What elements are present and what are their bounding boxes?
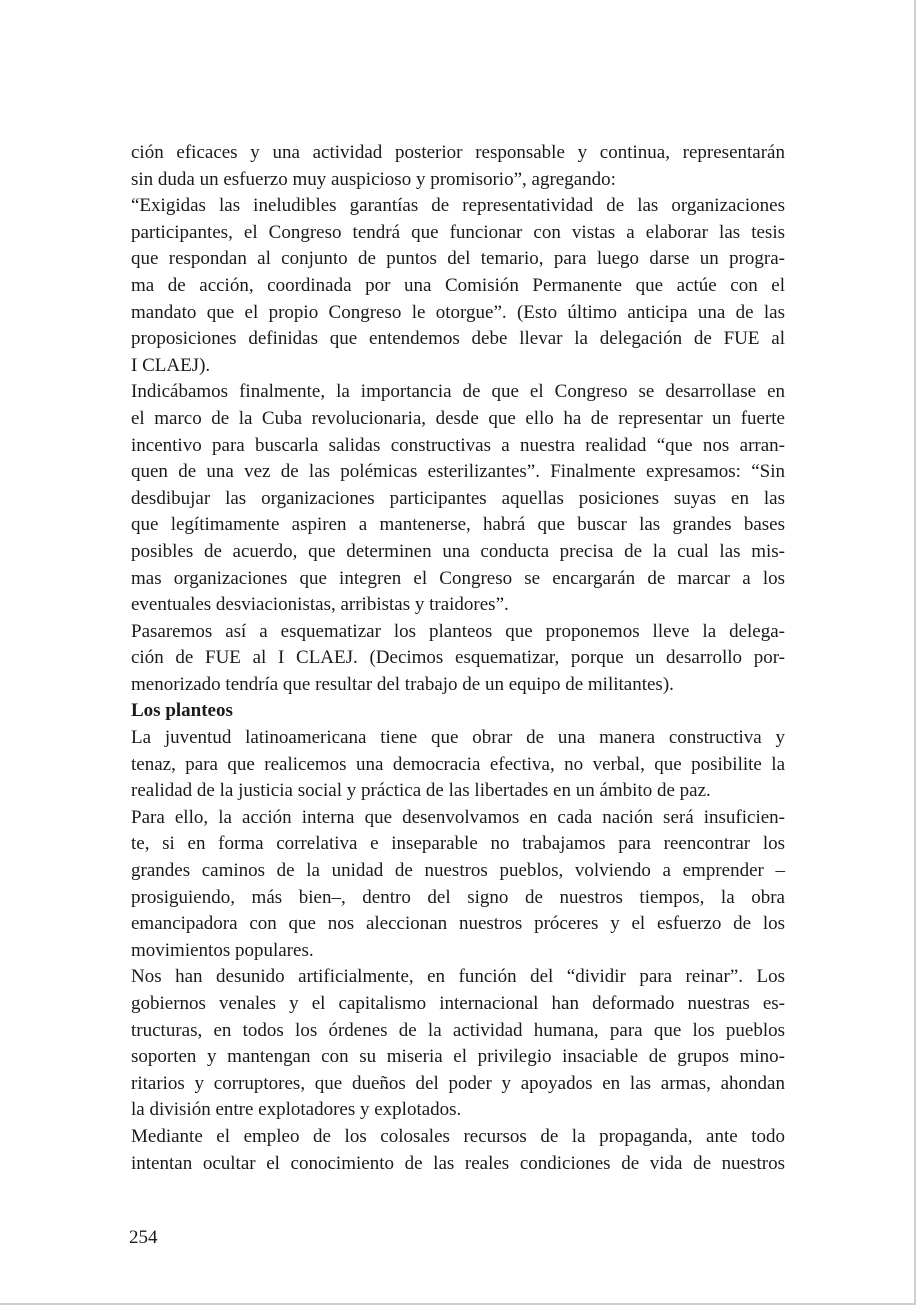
text-line: intentan ocultar el conocimiento de las reales condiciones de vida de nuestros	[131, 1152, 785, 1174]
text-line: menorizado tendría que resultar del trabajo de un equipo de militantes).	[131, 673, 674, 695]
text-line: gobiernos venales y el capitalismo internacional han deformado nuestras es-	[131, 993, 785, 1014]
page-number: 254	[129, 1227, 158, 1248]
text-line: ción eficaces y una actividad posterior responsable y continua, representarán	[131, 142, 785, 163]
text-line: incentivo para buscarla salidas constructivas a nuestra realidad “que nos arran-	[131, 434, 785, 456]
text-line: La juventud latinoamericana tiene que obrar de una manera constructiva y	[131, 727, 785, 749]
text-line: ma de acción, coordinada por una Comisión Permanente que actúe con el	[131, 274, 785, 296]
text-line: prosiguiendo, más bien–, dentro del signo de nuestros tiempos, la obra	[131, 886, 785, 908]
text-line: soporten y mantengan con su miseria el privilegio insaciable de grupos mino-	[131, 1046, 785, 1068]
text-line: Nos han desunido artificialmente, en función del “dividir para reinar”. Los	[131, 966, 785, 988]
text-line: realidad de la justicia social y práctica de las libertades en un ámbito de paz.	[131, 780, 711, 802]
body-text	[131, 140, 785, 1177]
text-line: I CLAEJ).	[131, 354, 211, 376]
text-line: participantes, el Congreso tendrá que funcionar con vistas a elaborar las tesis	[131, 221, 785, 243]
text-line: ción de FUE al I CLAEJ. (Decimos esquematizar, porque un desarrollo por-	[131, 647, 785, 669]
text-line: eventuales desviacionistas, arribistas y traidores”.	[131, 594, 509, 616]
text-line: emancipadora con que nos aleccionan nuestros próceres y el esfuerzo de los	[131, 913, 785, 935]
text-line: tenaz, para que realicemos una democracia efectiva, no verbal, que posibilite la	[131, 753, 785, 775]
text-line: Pasaremos así a esquematizar los planteos que proponemos lleve la delega-	[131, 620, 785, 642]
text-line: grandes caminos de la unidad de nuestros pueblos, volviendo a emprender –	[131, 860, 785, 882]
text-line: Mediante el empleo de los colosales recursos de la propaganda, ante todo	[131, 1125, 785, 1147]
text-line: ritarios y corruptores, que dueños del poder y apoyados en las armas, ahondan	[131, 1072, 785, 1094]
text-line: movimientos populares.	[131, 939, 314, 961]
text-line: “Exigidas las ineludibles garantías de representatividad de las organizaciones	[131, 195, 785, 217]
text-line: posibles de acuerdo, que determinen una conducta precisa de la cual las mis-	[131, 540, 785, 562]
text-line: mas organizaciones que integren el Congreso se encargarán de marcar a los	[131, 567, 785, 589]
text-line: la división entre explotadores y explotados.	[131, 1099, 462, 1121]
text-line: sin duda un esfuerzo muy auspicioso y promisorio”, agregando:	[131, 168, 616, 190]
text-line: tructuras, en todos los órdenes de la actividad humana, para que los pueblos	[131, 1019, 785, 1041]
text-line: Para ello, la acción interna que desenvolvamos en cada nación será insuficien-	[131, 806, 785, 828]
text-line: que legítimamente aspiren a mantenerse, habrá que buscar las grandes bases	[131, 514, 785, 536]
text-line: quen de una vez de las polémicas esterilizantes”. Finalmente expresamos: “Sin	[131, 461, 785, 483]
text-line: proposiciones definidas que entendemos debe llevar la delegación de FUE al	[131, 328, 785, 350]
text-line: desdibujar las organizaciones participantes aquellas posiciones suyas en las	[131, 487, 785, 509]
text-line: mandato que el propio Congreso le otorgue”. (Esto último anticipa una de las	[131, 301, 785, 323]
text-line: te, si en forma correlativa e inseparable no trabajamos para reencontrar los	[131, 833, 785, 855]
text-line: Indicábamos finalmente, la importancia de que el Congreso se desarrollase en	[131, 381, 785, 403]
text-line: que respondan al conjunto de puntos del temario, para luego darse un progra-	[131, 248, 785, 270]
section-heading: Los planteos	[131, 700, 233, 722]
text-line: el marco de la Cuba revolucionaria, desde que ello ha de representar un fuerte	[131, 407, 785, 429]
